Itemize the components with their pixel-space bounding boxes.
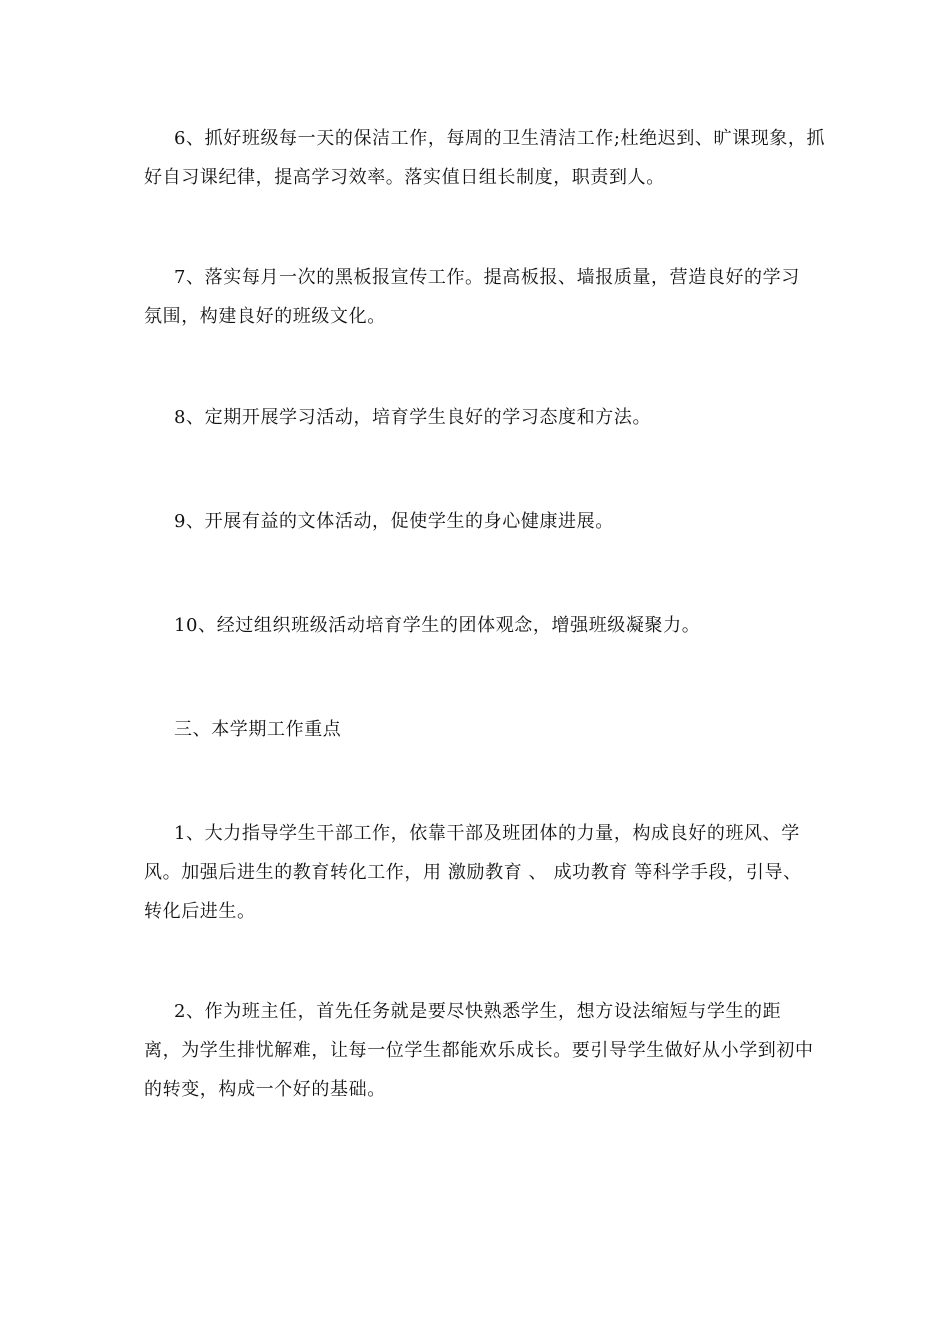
- section-heading: 三、本学期工作重点: [174, 719, 342, 740]
- priority-item-1: 1、大力指导学生干部工作，依靠干部及班团体的力量，构成良好的班风、学风。加强后进生的教育转化工作，用 激励教育 、 成功教育 等科学手段，引导、转化后进生。: [144, 823, 802, 922]
- paragraph-item-10: 10、经过组织班级活动培育学生的团体观念，增强班级凝聚力。: [174, 615, 701, 636]
- priority-item-2: 2、作为班主任，首先任务就是要尽快熟悉学生，想方设法缩短与学生的距离，为学生排忧解难，让每一位学生都能欢乐成长。要引导学生做好从小学到初中的转变，构成一个好的基础。: [144, 1001, 814, 1100]
- paragraph-item-9: 9、开展有益的文体活动，促使学生的身心健康进展。: [174, 511, 614, 532]
- paragraph-item-6: 6、抓好班级每一天的保洁工作，每周的卫生清洁工作;杜绝迟到、旷课现象，抓好自习课纪律，提高学习效率。落实值日组长制度，职责到人。: [144, 128, 826, 188]
- paragraph-item-7: 7、落实每月一次的黑板报宣传工作。提高板报、墙报质量，营造良好的学习氛围，构建良好的班级文化。: [144, 267, 800, 327]
- paragraph-item-8: 8、定期开展学习活动，培育学生良好的学习态度和方法。: [174, 407, 652, 428]
